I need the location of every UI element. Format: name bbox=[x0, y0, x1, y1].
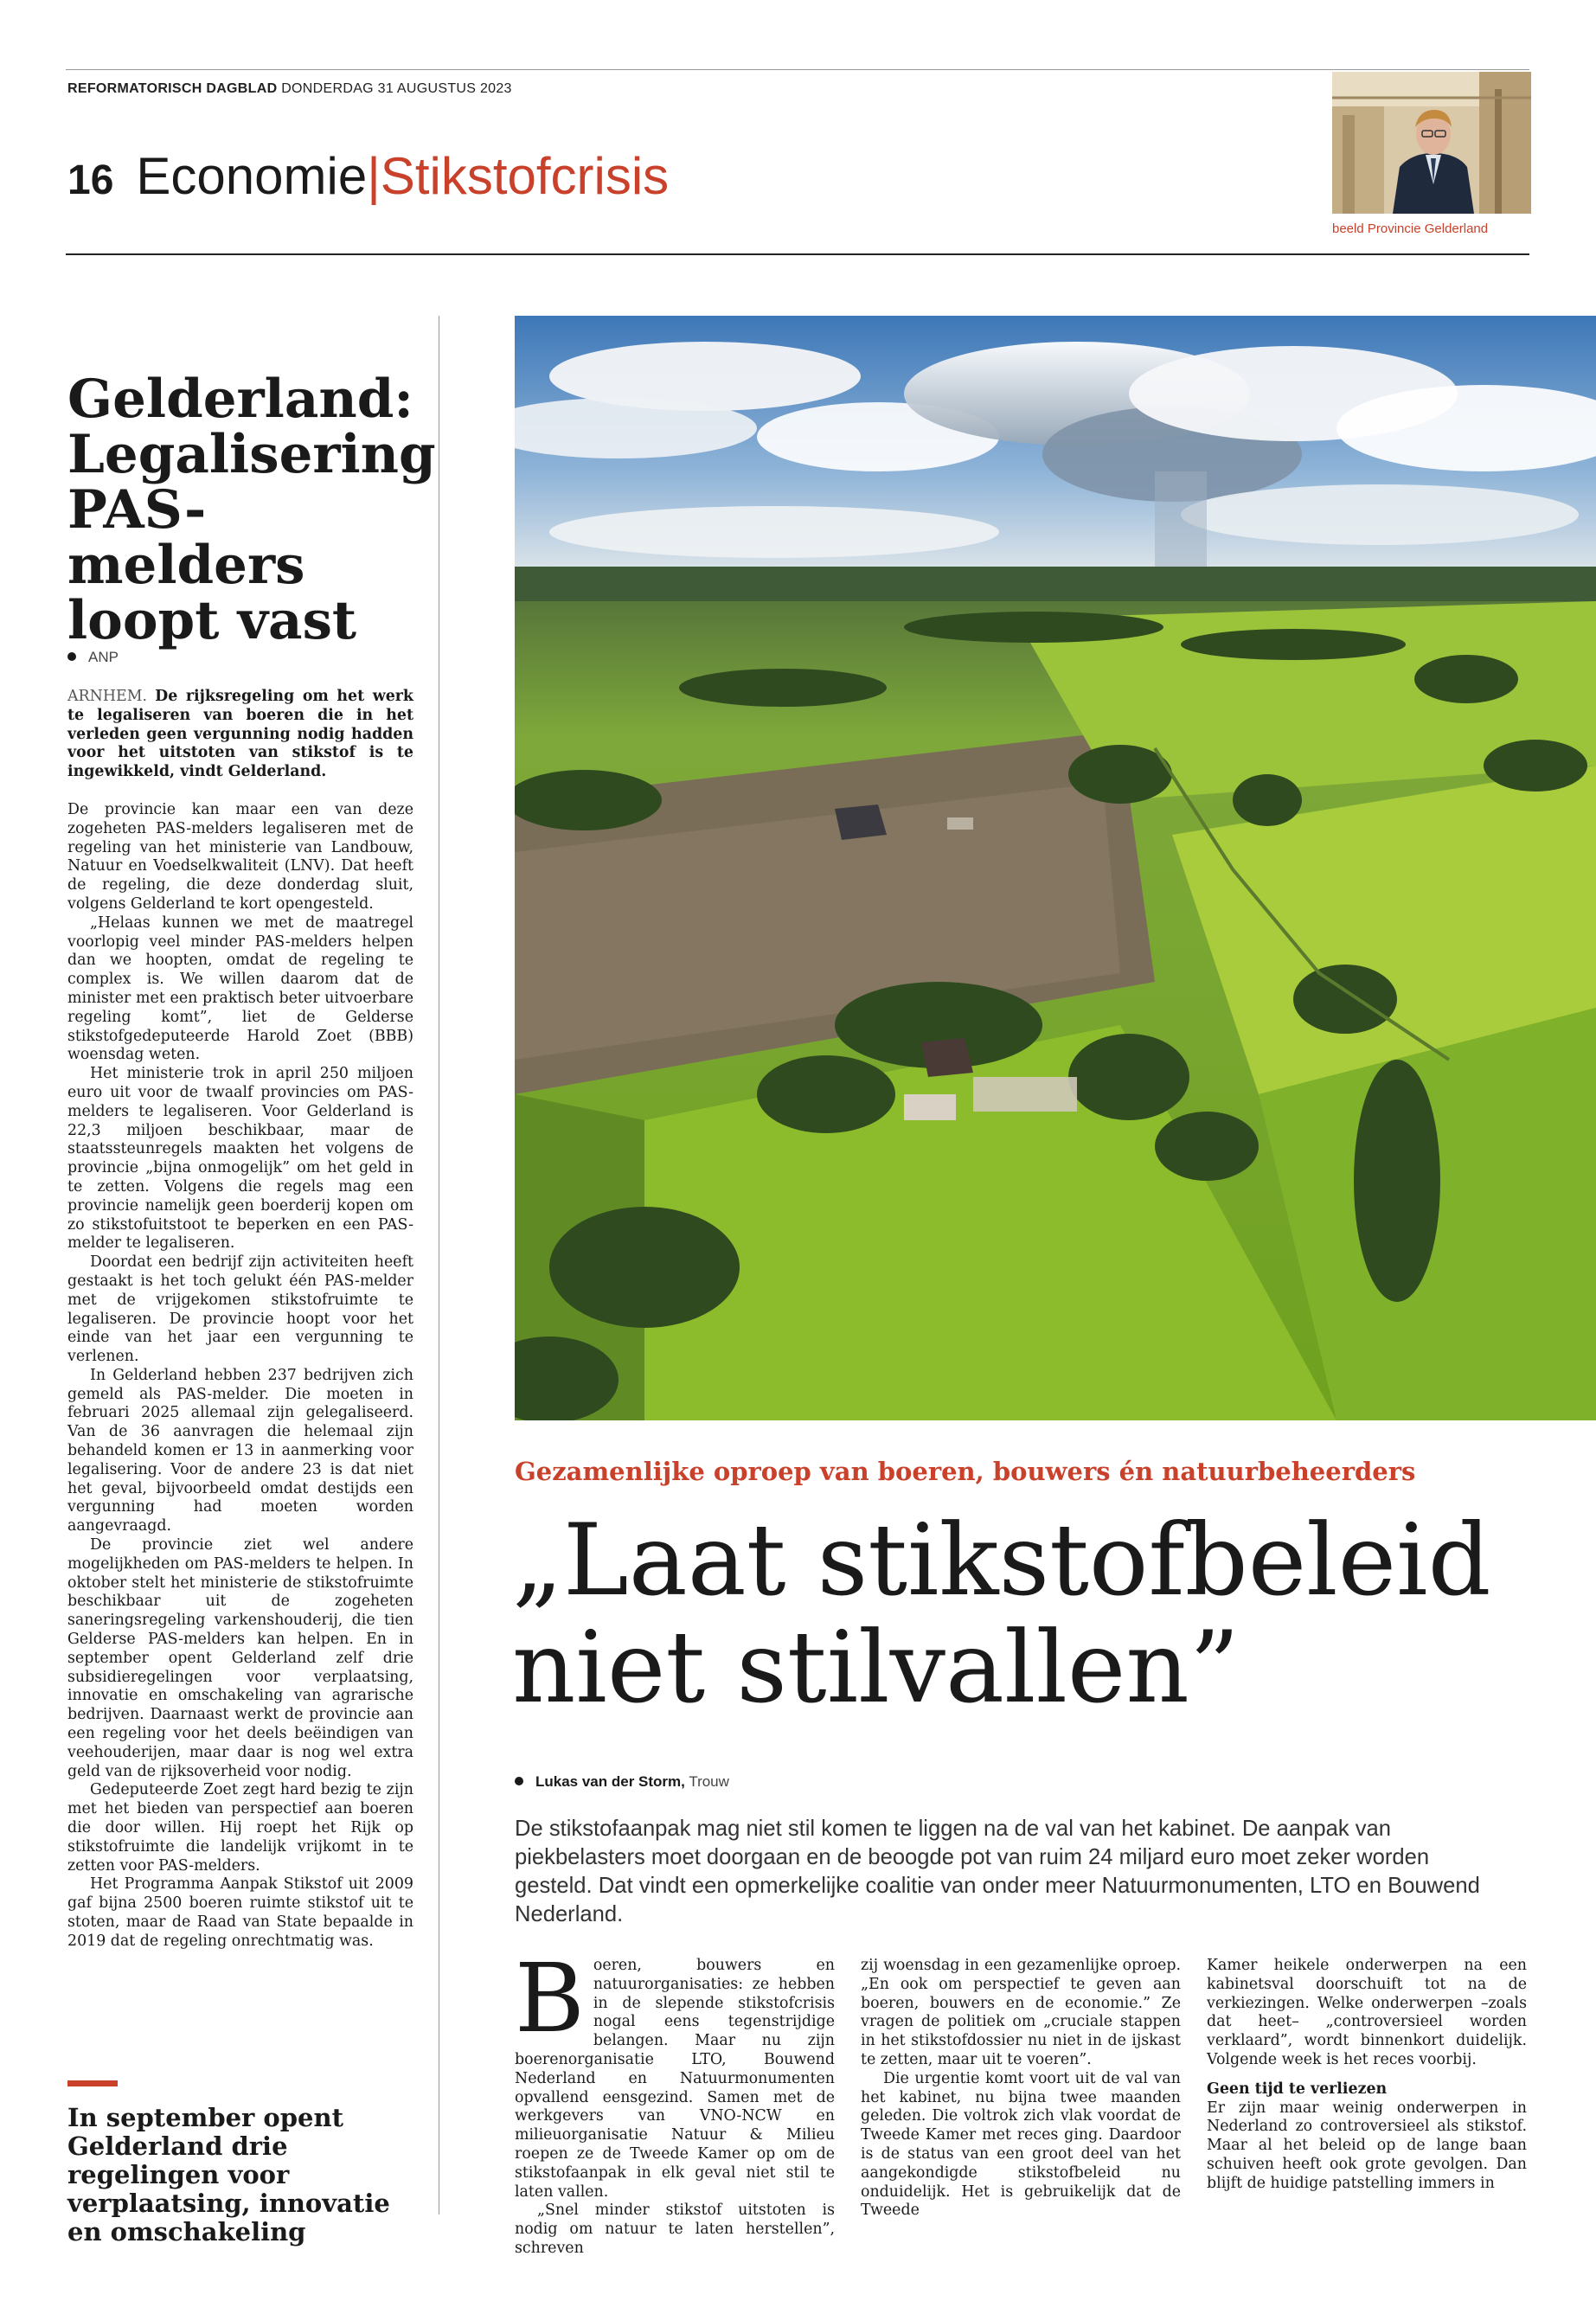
left-byline-agency: ANP bbox=[88, 649, 119, 665]
left-paragraph: In Gelderland hebben 237 bedrijven zich gemeld als PAS-melder. Die moeten in februari 2025 allemaal zijn gelegaliseerd. Van de 36 aanvragen die helemaal zijn behandeld komen er 13 in aanmerking voor legalisering. Voor de andere 23 is dat niet het geval, bijvoorbeeld omdat destijds een vergunning had moeten worden aangevraagd. bbox=[67, 1366, 413, 1535]
main-headline: „Laat stikstofbeleid niet stilvallen” bbox=[512, 1503, 1491, 1725]
left-byline bbox=[67, 649, 119, 666]
main-paragraph: „Snel minder stikstof uitstoten is nodig om natuur te laten herstellen”, schreven bbox=[515, 2202, 835, 2257]
left-paragraph: „Helaas kunnen we met de maatregel voorlopig veel minder PAS-melders helpen dan we hoopten, omdat de regeling te complex is. We willen daarom dat de minister met een praktisch beter uitvoerbare regeling komt”, liet de Gelderse stikstofgedeputeerde Harold Zoet (BBB) woensdag weten. bbox=[67, 913, 413, 1064]
portrait-photo bbox=[1332, 72, 1531, 214]
main-column-1 bbox=[515, 1943, 835, 2259]
dropcap: B bbox=[515, 1943, 585, 2054]
left-paragraph: Gedeputeerde Zoet zegt hard bezig te zijn met het bieden van perspectief aan boeren die door willen. Hij roept het Rijk op stikstofruimte die landelijk vrijkomt in te zetten voor PAS-melders. bbox=[67, 1781, 413, 1875]
left-paragraph: Het ministerie trok in april 250 miljoen euro uit voor de twaalf provincies om PAS-melders te legaliseren. Voor Gelderland is 22,3 miljoen beschikbaar, maar de staatssteunregels maakten het volgens de provincie „bijna onmogelijk” om het geld in te zetten. Volgens die regels mag een provincie namelijk geen boerderij kopen om zo stikstofuitstoot te beperken en een PAS-melder te legaliseren. bbox=[67, 1065, 413, 1253]
left-paragraph: De provincie ziet wel andere mogelijkheden om PAS-melders te helpen. In oktober stelt het ministerie de stikstofruimte beschikbaar uit de zogeheten saneringsregeling varkenshouderij, die tien Gelderse PAS-melders kan helpen. En in september opent Gelderland zelf drie subsidieregelingen voor verplaatsing, innovatie en omschakeling van agrarische bedrijven. Daarnaast werkt de provincie aan een regeling voor het deels beëindigen van veehouderijen, maar daar is nog wel extra geld van de rijksoverheid voor nodig. bbox=[67, 1536, 413, 1780]
main-column-2 bbox=[861, 1957, 1181, 2221]
main-paragraph: Die urgentie komt voort uit de val van het kabinet, nu bijna twee maanden geleden. Die voltrok zich vlak voordat de Tweede Kamer met reces ging. Daardoor is de status van een groot deel van het aangekondigde stikstofbeleid nu onduidelijk. Het is gebruikelijk dat de Tweede bbox=[861, 2069, 1181, 2220]
main-paragraph-text: oeren, bouwers en natuurorganisaties: ze hebben in de slepende stikstofcrisis nogal eens tegenstrijdige belangen. Maar nu zijn boerenorganisatie LTO, Bouwend Nederland en Natuurmonumenten opvallend eensgezind. Samen met de werkgevers van VNO-NCW en milieuorganisatie Natuur & Milieu roepen ze de Tweede Kamer op om de stikstofaanpak in elk geval niet stil te laten vallen. bbox=[515, 1957, 835, 2201]
main-intro: De stikstofaanpak mag niet stil komen te liggen na de val van het kabinet. De aanpak van piekbelasters moet doorgaan en de beoogde pot van ruim 24 miljard euro moet zeker worden gesteld. Dat vindt een opmerkelijke coalitie van onder meer Natuurmonumenten, LTO en Bouwend Nederland. bbox=[515, 1817, 1480, 1926]
pull-quote: In september opent Gelderland drie regelingen voor verplaatsing, innovatie en omschakeling bbox=[67, 2103, 390, 2247]
left-paragraph: Doordat een bedrijf zijn activiteiten heeft gestaakt is het toch gelukt één PAS-melder met de vrijgekomen stikstofruimte te legaliseren. De provincie hoopt voor het einde van het jaar een vergunning te verlenen. bbox=[67, 1253, 413, 1366]
main-paragraph: Kamer heikele onderwerpen na een kabinetsval doorschuift tot na de verkiezingen. Welke onderwerpen –zoals dat heet– „controversieel worden verklaard”, wordt binnenkort duidelijk. Volgende week is het reces voorbij. bbox=[1207, 1957, 1527, 2068]
section-name: Economie bbox=[136, 147, 368, 205]
section-divider: | bbox=[367, 147, 381, 205]
main-kicker: Gezamenlijke oproep van boeren, bouwers én natuurbeheerders bbox=[515, 1457, 1416, 1486]
main-paragraph: Er zijn maar weinig onderwerpen in Nederland zo controversieel als stikstof. Maar al het beleid op de lange baan schuiven heeft ook grote gevolgen. Dan blijft de huidige patstelling immers in bbox=[1207, 2099, 1527, 2192]
masthead bbox=[67, 81, 512, 97]
main-paragraph bbox=[515, 1943, 835, 2202]
left-lead-place: ARNHEM. bbox=[67, 688, 148, 705]
left-headline: Gelderland: Legalisering PAS-melders loopt vast bbox=[67, 369, 436, 651]
aerial-landscape-photo bbox=[515, 316, 1596, 1420]
bullet-icon bbox=[67, 652, 76, 661]
main-column-3 bbox=[1207, 1957, 1527, 2194]
page-number: 16 bbox=[67, 157, 114, 203]
section-subsection: Stikstofcrisis bbox=[380, 147, 670, 205]
portrait-image bbox=[1332, 72, 1531, 214]
left-lead-text: De rijksregeling om het werk te legaliseren van boeren die in het verleden geen vergunning nodig hadden voor het uitstoten van stikstof is te ingewikkeld, vindt Gelderland. bbox=[67, 688, 413, 781]
issue-date: DONDERDAG 31 AUGUSTUS 2023 bbox=[281, 81, 512, 96]
main-source: Trouw bbox=[689, 1773, 729, 1790]
left-paragraph: Het Programma Aanpak Stikstof uit 2009 gaf bijna 2500 boeren ruimte stikstof uit te stoten, maar de Raad van State bepaalde in 2019 dat de regeling onrechtmatig was. bbox=[67, 1875, 413, 1950]
left-paragraph: De provincie kan maar een van deze zogeheten PAS-melders legaliseren met de regeling van het ministerie van Landbouw, Natuur en Voedselkwaliteit (LNV). Dat heeft de regeling, die deze donderdag sluit, volgens Gelderland te kort opengesteld. bbox=[67, 800, 413, 913]
left-lead bbox=[67, 688, 413, 782]
paper-name: REFORMATORISCH DAGBLAD bbox=[67, 81, 278, 96]
quote-accent-bar bbox=[67, 2080, 118, 2086]
bullet-icon bbox=[515, 1777, 523, 1785]
top-rule bbox=[66, 69, 1529, 70]
main-author: Lukas van der Storm, bbox=[535, 1773, 685, 1790]
main-paragraph: zij woensdag in een gezamenlijke oproep. „En ook om perspectief te geven aan boeren, bouwers en de economie.” Ze vragen de politiek om „cruciale stappen in het stikstofdossier nu niet in de ijskast te zetten, maar uit te voeren”. bbox=[861, 1957, 1181, 2068]
photo-credit: beeld Provincie Gelderland bbox=[1332, 221, 1489, 236]
aerial-landscape-image bbox=[515, 316, 1596, 1420]
left-article-body bbox=[67, 688, 413, 1952]
main-subhead: Geen tijd te verliezen bbox=[1207, 2080, 1388, 2098]
main-byline bbox=[515, 1773, 729, 1791]
header-rule bbox=[66, 253, 1529, 255]
section-header bbox=[67, 145, 669, 221]
